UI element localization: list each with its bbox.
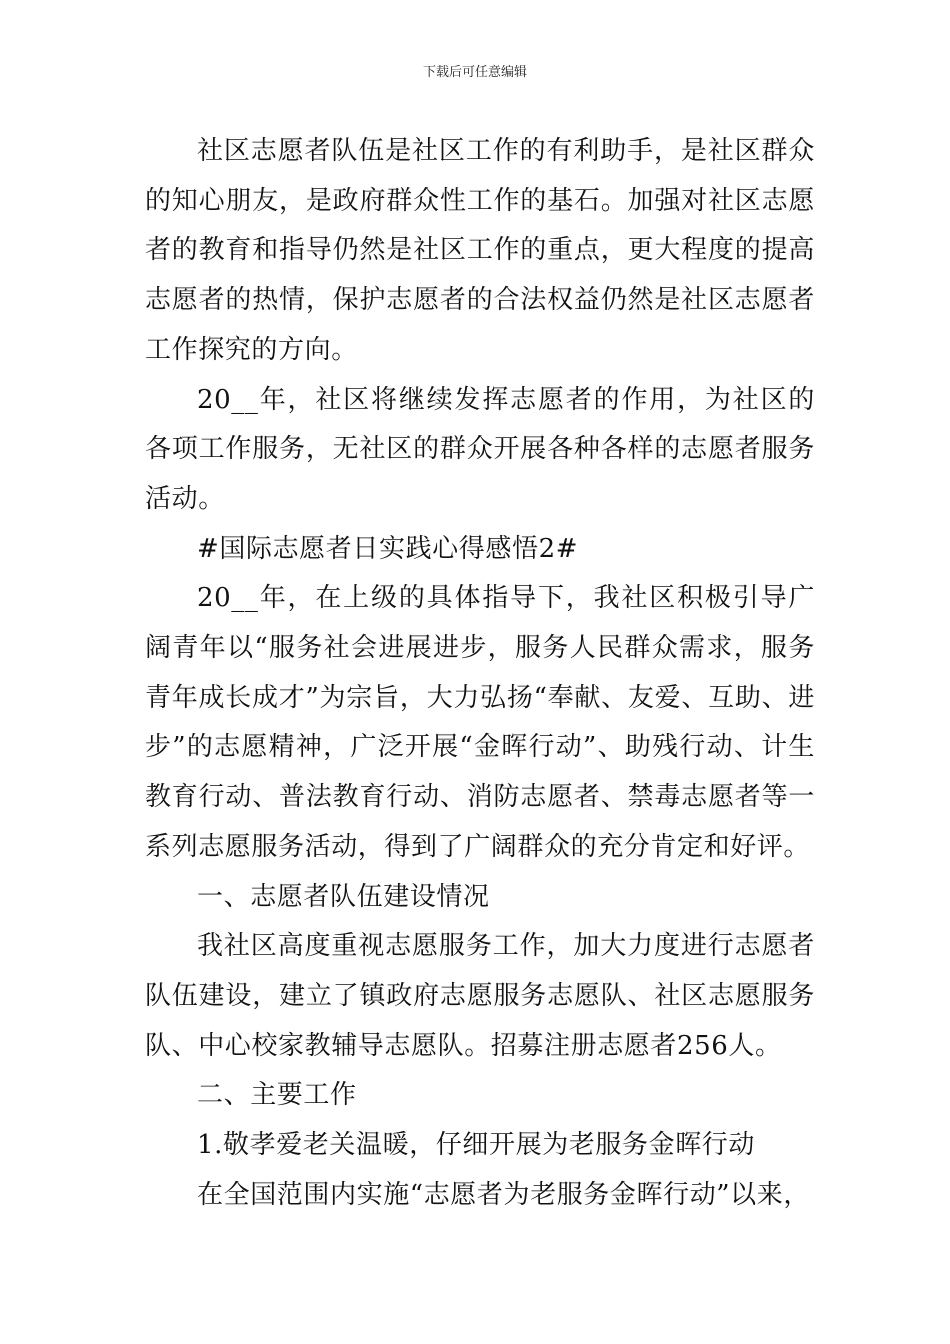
paragraph-year-summary: 20__年，在上级的具体指导下，我社区积极引导广阔青年以“服务社会进展进步，服务人民群众需求，服务青年成长成才”为宗旨，大力弘扬“奉献、友爱、互助、进步”的志愿精神，广泛开展“金晖行动”、助残行动、计生教育行动、普法教育行动、消防志愿者、禁毒志愿者等一系列志愿服务活动，得到了广阔群众的充分肯定和好评。: [145, 583, 815, 862]
document-body: [145, 127, 815, 1220]
paragraph-elderly-service-start: 在全国范围内实施“志愿者为老服务金晖行动”以来，: [197, 1179, 810, 1210]
paragraph-volunteer-team-role: 社区志愿者队伍是社区工作的有利助手，是社区群众的知心朋友，是政府群众性工作的基石。加强对社区志愿者的教育和指导仍然是社区工作的重点，更大程度的提高志愿者的热情，保护志愿者的合法权益仍然是社区志愿者工作探究的方向。: [145, 136, 815, 365]
heading-team-building: 一、志愿者队伍建设情况: [197, 881, 490, 912]
paragraph-year-plan: 20__年，社区将继续发挥志愿者的作用，为社区的各项工作服务，无社区的群众开展各种各样的志愿者服务活动。: [145, 384, 815, 514]
page-header: 下载后可任意编辑: [422, 65, 527, 80]
paragraph-team-building: 我社区高度重视志愿服务工作，加大力度进行志愿者队伍建设，建立了镇政府志愿服务志愿队、社区志愿服务队、中心校家教辅导志愿队。招募注册志愿者256人。: [145, 931, 815, 1061]
subheading-elderly-service: 1.敬孝爱老关温暖，仔细开展为老服务金晖行动: [197, 1130, 756, 1161]
heading-main-work: 二、主要工作: [197, 1080, 357, 1111]
section-title-reflection-2: #国际志愿者日实践心得感悟2#: [197, 533, 579, 564]
